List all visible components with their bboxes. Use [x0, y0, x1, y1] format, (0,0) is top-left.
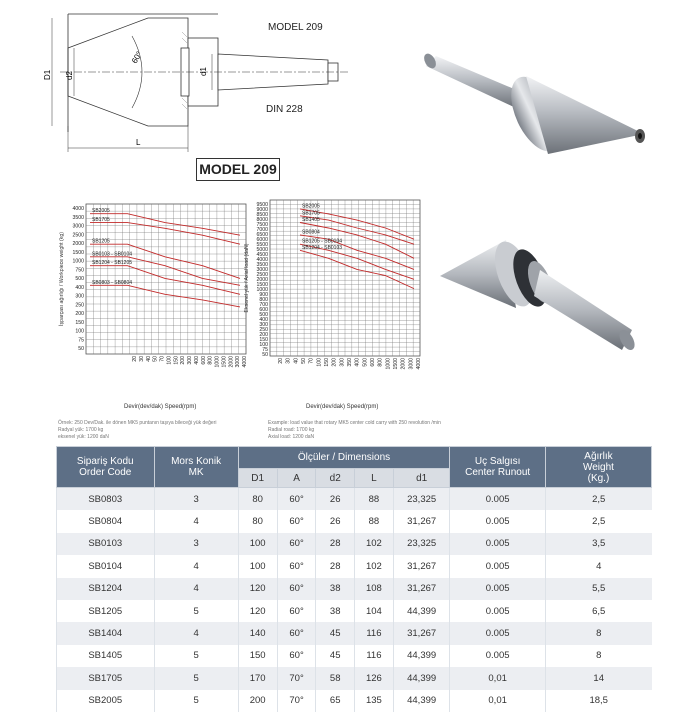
x-tick-label: 40	[293, 358, 300, 364]
caption-right-line2: Radial road: 1700 kg	[268, 427, 315, 433]
cell-d1-shank: 31,267	[393, 555, 449, 577]
y-tick-label: 150	[259, 337, 268, 343]
header-dimensions: Ölçüler / Dimensions	[238, 447, 450, 469]
header-order-en: Order Code	[79, 467, 132, 478]
cell-morse: 4	[154, 555, 238, 577]
cell-d2: 26	[316, 488, 354, 511]
y-tick-label: 2500	[256, 272, 268, 278]
header-order-tr: Sipariş Kodu	[76, 456, 134, 467]
cell-morse: 4	[154, 578, 238, 600]
header-morse	[154, 447, 238, 488]
y-tick-label: 500	[259, 312, 268, 318]
x-tick-label: 600	[200, 356, 207, 365]
spec-table	[56, 446, 652, 712]
x-tick-label: 400	[354, 358, 361, 367]
y-tick-label: 6000	[256, 237, 268, 243]
header-morse-en: MK	[188, 467, 204, 478]
cell-d1-outer: 200	[238, 690, 277, 712]
cell-d2: 45	[316, 645, 354, 667]
x-tick-label: 1000	[214, 356, 221, 368]
x-tick-label: 4000	[416, 358, 422, 370]
table-row	[57, 667, 652, 689]
cell-weight: 8	[545, 645, 651, 667]
y-tick-label: 2000	[72, 241, 84, 247]
y-tick-label: 4500	[256, 252, 268, 258]
cell-d1-shank: 31,267	[393, 578, 449, 600]
cell-length: 88	[354, 488, 393, 511]
cell-d1-shank: 31,267	[393, 622, 449, 644]
cell-runout: 0.005	[450, 488, 546, 511]
table-row	[57, 510, 652, 532]
cell-angle: 70°	[277, 667, 316, 689]
cell-order-code: SB1205	[57, 600, 155, 622]
caption-left-line2: Radyal yük: 1700 kg	[58, 427, 104, 433]
series-label: SB1205 - SB0104	[302, 238, 343, 245]
cell-weight: 2,5	[545, 510, 651, 532]
cell-d2: 38	[316, 578, 354, 600]
x-tick-label: 40	[145, 356, 152, 362]
cell-angle: 60°	[277, 488, 316, 511]
cell-length: 102	[354, 533, 393, 555]
y-tick-label: 8000	[256, 217, 268, 223]
subheader-L: L	[354, 469, 393, 488]
cell-angle: 60°	[277, 510, 316, 532]
cell-d1-outer: 80	[238, 488, 277, 511]
cell-runout: 0,01	[450, 667, 546, 689]
x-tick-label: 800	[207, 356, 214, 365]
x-tick-label: 3000	[235, 356, 242, 368]
cell-angle: 60°	[277, 622, 316, 644]
series-label: SB1705	[302, 210, 320, 217]
table-row	[57, 488, 652, 511]
x-tick-label: 50	[301, 358, 307, 364]
cell-length: 126	[354, 667, 393, 689]
x-tick-label: 500	[362, 358, 369, 367]
cell-length: 116	[354, 622, 393, 644]
y-tick-label: 300	[259, 322, 268, 328]
cell-d2: 45	[316, 622, 354, 644]
header-weight-tr: Ağırlık	[584, 450, 613, 462]
x-tick-label: 100	[316, 358, 323, 367]
x-tick-label: 3000	[408, 358, 415, 370]
y-tick-label: 400	[75, 284, 84, 291]
header-runout-en: Center Runout	[465, 467, 531, 478]
chart-workpiece-weight	[56, 194, 256, 404]
cell-d1-shank: 44,399	[393, 600, 449, 622]
cell-d1-shank: 31,267	[393, 510, 449, 532]
cell-runout: 0.005	[450, 645, 546, 667]
y-tick-label: 8500	[256, 212, 268, 218]
x-tick-label: 1500	[221, 356, 228, 368]
cell-order-code: SB0104	[57, 555, 155, 577]
x-tick-label: 20	[132, 356, 138, 362]
x-tick-label: 4000	[242, 356, 248, 368]
y-tick-label: 4000	[256, 257, 268, 263]
x-tick-label: 400	[193, 356, 200, 365]
cell-angle: 60°	[277, 533, 316, 555]
y-tick-label: 500	[75, 276, 84, 282]
series-label: SB1705	[92, 217, 110, 224]
cell-runout: 0.005	[450, 578, 546, 600]
series-label: SB1204 - SB0103	[302, 244, 343, 251]
y-tick-label: 3500	[72, 214, 84, 221]
table-row	[57, 645, 652, 667]
cell-order-code: SB1405	[57, 645, 155, 667]
table-row	[57, 555, 652, 577]
cell-order-code: SB0804	[57, 510, 155, 532]
cell-d2: 26	[316, 510, 354, 532]
x-tick-label: 150	[173, 356, 180, 365]
y-tick-label: 2500	[72, 232, 84, 239]
series-label: SB2005	[92, 208, 110, 215]
x-tick-label: 70	[308, 358, 315, 364]
x-tick-label: 50	[152, 356, 159, 362]
cell-angle: 60°	[277, 645, 316, 667]
label-standard: DIN 228	[266, 104, 303, 115]
x-tick-label: 20	[278, 358, 284, 364]
cell-weight: 6,5	[545, 600, 651, 622]
cell-morse: 5	[154, 690, 238, 712]
dim-L: L	[136, 138, 141, 147]
y-tick-label: 50	[78, 346, 84, 352]
series-label: SB0804	[302, 229, 320, 236]
cell-length: 102	[354, 555, 393, 577]
model-title-box: MODEL 209	[196, 158, 280, 181]
y-tick-label: 900	[259, 292, 268, 298]
header-order-code	[57, 447, 155, 488]
cell-order-code: SB2005	[57, 690, 155, 712]
cell-weight: 5,5	[545, 578, 651, 600]
x-tick-label: 150	[324, 358, 330, 367]
cell-d1-outer: 140	[238, 622, 277, 644]
product-photo-bottom	[436, 230, 656, 370]
y-tick-label: 400	[259, 317, 268, 323]
y-tick-label: 100	[259, 342, 268, 348]
x-tick-label: 200	[331, 358, 338, 367]
y-tick-label: 1500	[256, 282, 268, 288]
cell-morse: 3	[154, 533, 238, 555]
y-tick-label: 5000	[256, 247, 268, 253]
table-row	[57, 600, 652, 622]
caption-right-line3: Axial load: 1200 daN	[268, 434, 315, 440]
cell-angle: 60°	[277, 578, 316, 600]
caption-right-line1: Example: load value that rotary MK5 center cold carry with 250 revolution /min	[268, 420, 441, 426]
cell-weight: 2,5	[545, 488, 651, 511]
cell-weight: 3,5	[545, 533, 651, 555]
dim-d1: d1	[199, 67, 208, 76]
x-tick-label: 800	[377, 358, 384, 367]
cell-angle: 60°	[277, 555, 316, 577]
y-tick-label: 1000	[256, 287, 268, 293]
y-axis-label: Eksenel yük / Axial load (daN)	[244, 243, 250, 313]
cell-weight: 14	[545, 667, 651, 689]
y-tick-label: 3000	[72, 223, 84, 230]
caption-left-line3: eksenel yük: 1200 daN	[58, 434, 109, 440]
cell-length: 108	[354, 578, 393, 600]
y-tick-label: 700	[259, 302, 268, 308]
cell-d1-outer: 100	[238, 555, 277, 577]
y-tick-label: 200	[259, 332, 268, 338]
x-tick-label: 30	[138, 356, 145, 362]
cell-d1-shank: 44,399	[393, 690, 449, 712]
x-tick-label: 1000	[385, 358, 392, 370]
table-row	[57, 622, 652, 644]
cell-d1-outer: 100	[238, 533, 277, 555]
y-tick-label: 150	[75, 319, 84, 326]
product-photo-top	[418, 36, 658, 186]
cell-morse: 5	[154, 667, 238, 689]
cell-order-code: SB1705	[57, 667, 155, 689]
cell-weight: 18,5	[545, 690, 651, 712]
cell-order-code: SB1204	[57, 578, 155, 600]
series-label: SB0803 - SB0804	[92, 279, 133, 286]
y-tick-label: 1000	[72, 258, 84, 265]
cell-morse: 4	[154, 622, 238, 644]
y-tick-label: 300	[75, 293, 84, 300]
cell-weight: 8	[545, 622, 651, 644]
cell-d2: 28	[316, 555, 354, 577]
cell-runout: 0,01	[450, 690, 546, 712]
header-runout	[450, 447, 546, 488]
y-tick-label: 2000	[256, 277, 268, 283]
y-tick-label: 9000	[256, 207, 268, 213]
y-tick-label: 6500	[256, 232, 268, 238]
y-tick-label: 250	[259, 327, 268, 333]
cell-d1-outer: 80	[238, 510, 277, 532]
cell-runout: 0.005	[450, 600, 546, 622]
cell-length: 116	[354, 645, 393, 667]
x-tick-label: 100	[166, 356, 173, 365]
cell-runout: 0.005	[450, 622, 546, 644]
x-tick-label: 70	[159, 356, 166, 362]
table-row	[57, 533, 652, 555]
dim-d2: d2	[65, 71, 74, 80]
subheader-D1: D1	[238, 469, 277, 488]
table-row	[57, 578, 652, 600]
header-weight-unit: (Kg.)	[587, 472, 610, 484]
dim-D1: D1	[43, 69, 52, 80]
table-row	[57, 690, 652, 712]
caption-right	[268, 420, 508, 441]
subheader-d2: d2	[316, 469, 354, 488]
x-tick-label: 2000	[400, 358, 407, 370]
series-label: SB1204 - SB1205	[92, 260, 133, 267]
header-weight-en: Weight	[582, 461, 614, 473]
header-weight	[545, 447, 651, 488]
y-tick-label: 7000	[256, 227, 268, 233]
dim-angle: 60°	[129, 50, 144, 65]
y-tick-label: 250	[75, 302, 84, 309]
cell-runout: 0.005	[450, 555, 546, 577]
series-label: SB2005	[302, 203, 320, 210]
y-tick-label: 7500	[256, 222, 268, 228]
subheader-d1: d1	[393, 469, 449, 488]
cell-runout: 0.005	[450, 533, 546, 555]
x-tick-label: 200	[180, 356, 187, 365]
x-tick-label: 300	[187, 356, 193, 365]
cell-d1-outer: 170	[238, 667, 277, 689]
y-tick-label: 800	[259, 297, 268, 303]
cell-d2: 28	[316, 533, 354, 555]
cell-morse: 5	[154, 645, 238, 667]
cell-morse: 4	[154, 510, 238, 532]
cell-length: 88	[354, 510, 393, 532]
y-tick-label: 9500	[256, 202, 268, 208]
cell-order-code: SB0103	[57, 533, 155, 555]
cell-order-code: SB0803	[57, 488, 155, 511]
cell-d1-shank: 23,325	[393, 488, 449, 511]
header-runout-tr: Uç Salgısı	[474, 456, 521, 467]
series-label: SB1405	[302, 217, 320, 223]
series-label: SB1205	[92, 238, 110, 245]
y-tick-label: 200	[75, 311, 84, 317]
series-label: SB0103 - SB0104	[92, 251, 133, 258]
subheader-A: A	[277, 469, 316, 488]
y-tick-label: 50	[262, 352, 268, 358]
y-tick-label: 100	[75, 328, 84, 335]
technical-drawing	[40, 8, 370, 158]
label-model: MODEL 209	[268, 22, 323, 33]
x-tick-label: 300	[339, 358, 346, 367]
cell-d2: 65	[316, 690, 354, 712]
x-tick-label: 30	[285, 358, 292, 364]
cell-angle: 60°	[277, 600, 316, 622]
chart-axial-load	[240, 194, 440, 404]
cell-d2: 38	[316, 600, 354, 622]
caption-left-line1: Örnek: 250 Dev/Dak. ile dönen MK5 puntanın taşıya bileceği yük değeri	[58, 420, 217, 426]
cell-runout: 0.005	[450, 510, 546, 532]
x-tick-label: 600	[370, 358, 376, 367]
cell-d1-shank: 44,399	[393, 645, 449, 667]
cell-d1-outer: 120	[238, 600, 277, 622]
cell-length: 104	[354, 600, 393, 622]
x-tick-label: 350	[347, 358, 353, 367]
cell-morse: 5	[154, 600, 238, 622]
y-tick-label: 3500	[256, 262, 268, 268]
cell-d1-outer: 120	[238, 578, 277, 600]
cell-length: 135	[354, 690, 393, 712]
y-tick-label: 75	[262, 347, 268, 353]
y-tick-label: 75	[78, 337, 84, 344]
cell-d1-shank: 44,399	[393, 667, 449, 689]
cell-d2: 58	[316, 667, 354, 689]
y-tick-label: 750	[75, 267, 84, 274]
x-tick-label: 2000	[228, 356, 235, 368]
y-axis-label: İşparçası ağırlığı / Workpiece weight (kg)	[59, 232, 65, 326]
cell-angle: 70°	[277, 690, 316, 712]
x-tick-label: 1500	[393, 358, 399, 370]
y-tick-label: 600	[259, 307, 268, 313]
chart1-xlabel: Devir(dev/dak) Speed(rpm)	[124, 404, 197, 410]
y-tick-label: 4000	[72, 206, 84, 212]
y-tick-label: 1500	[72, 249, 84, 256]
header-morse-tr: Mors Konik	[171, 456, 222, 467]
cell-order-code: SB1404	[57, 622, 155, 644]
cell-morse: 3	[154, 488, 238, 511]
cell-weight: 4	[545, 555, 651, 577]
y-tick-label: 3000	[256, 267, 268, 273]
cell-d1-shank: 23,325	[393, 533, 449, 555]
caption-left	[58, 420, 258, 441]
cell-d1-outer: 150	[238, 645, 277, 667]
chart2-xlabel: Devir(dev/dak) Speed(rpm)	[306, 404, 379, 410]
y-tick-label: 5500	[256, 242, 268, 248]
